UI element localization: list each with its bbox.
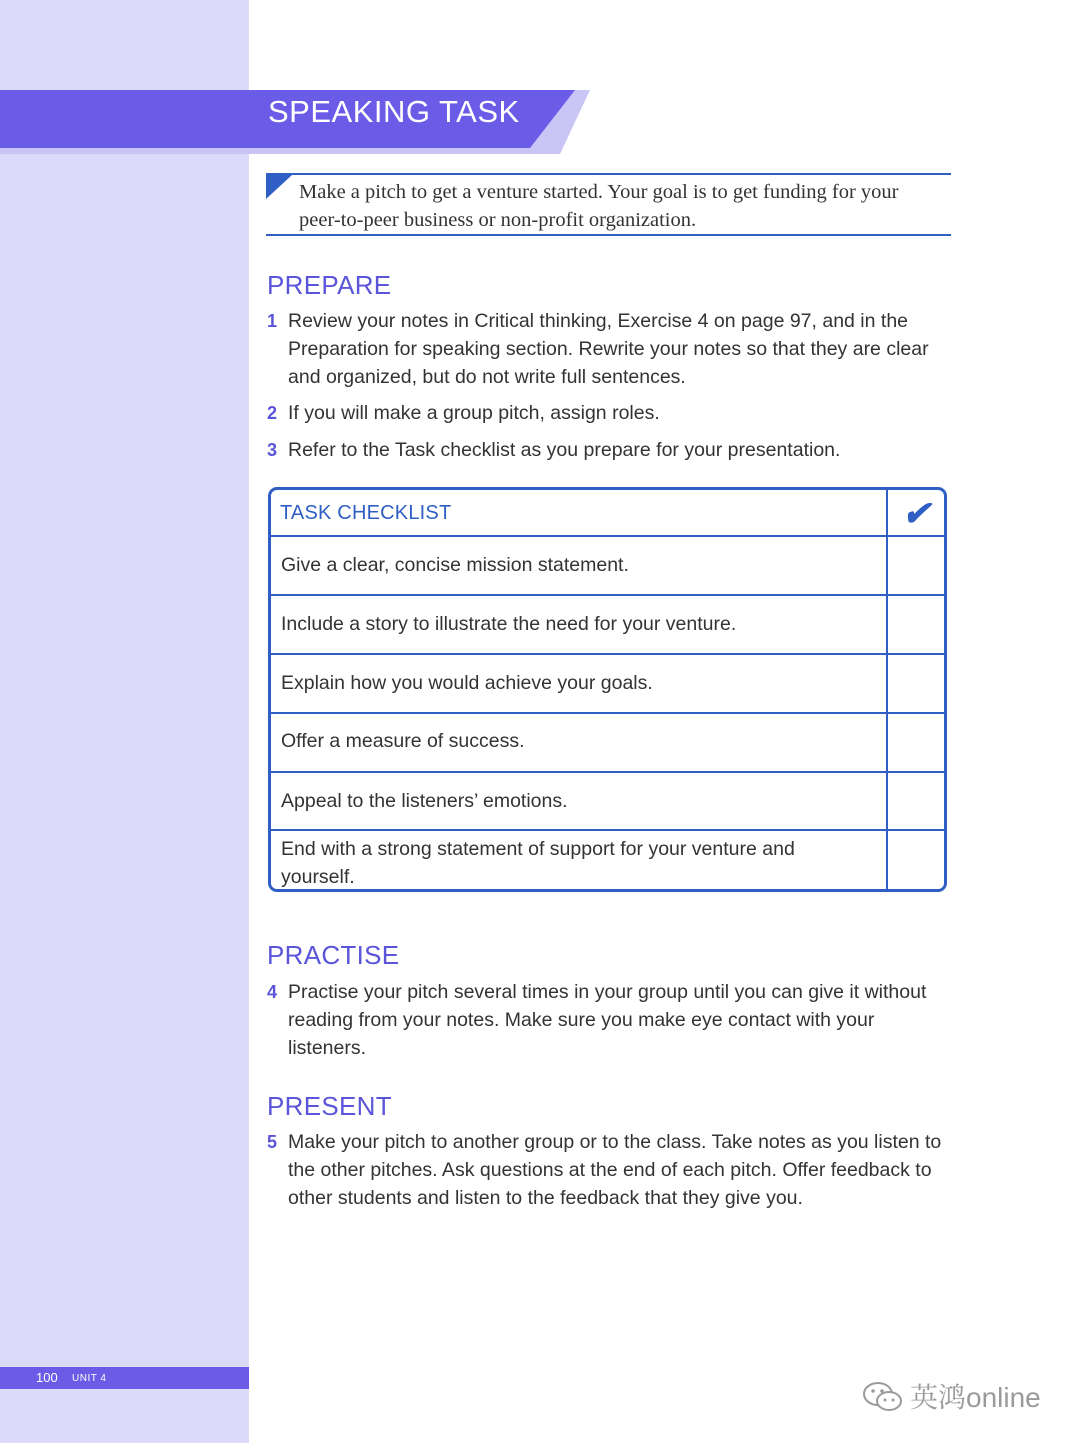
watermark-text: 英鸿online xyxy=(910,1382,1041,1413)
goal-rule-bottom xyxy=(266,234,951,236)
item-number: 2 xyxy=(267,403,278,423)
task-checklist xyxy=(268,487,947,892)
practise-item-4 xyxy=(267,978,957,1062)
item-number: 3 xyxy=(267,440,278,460)
checklist-item: Give a clear, concise mission statement. xyxy=(281,554,629,576)
item-number: 1 xyxy=(267,311,278,331)
prepare-item-1 xyxy=(267,307,957,391)
checklist-item: Offer a measure of success. xyxy=(281,730,525,752)
present-heading: PRESENT xyxy=(267,1091,392,1121)
checkmark-icon: ✔ xyxy=(902,495,931,533)
item-text: Refer to the Task checklist as you prepare for your presentation. xyxy=(288,439,841,461)
present-item-5 xyxy=(267,1128,957,1212)
item-text: Review your notes in Critical thinking, Exercise 4 on page 97, and in the Preparation for speaking section. Rewrite your notes so that they are clear and organized, but do not write full sentences. xyxy=(288,310,929,388)
checklist-item: Include a story to illustrate the need for your venture. xyxy=(281,613,737,635)
checklist-row xyxy=(271,712,944,771)
checklist-item: Explain how you would achieve your goals. xyxy=(281,672,653,694)
checklist-row xyxy=(271,771,944,829)
wechat-icon xyxy=(862,1380,904,1414)
prepare-item-2 xyxy=(267,399,957,427)
prepare-heading: PREPARE xyxy=(267,270,392,300)
sidebar-strip xyxy=(0,0,249,1443)
item-text: Make your pitch to another group or to the class. Take notes as you listen to the other pitches. Ask questions at the end of each pitch. Offer feedback to other students and listen to the feedback that they give you. xyxy=(288,1131,942,1209)
item-text: If you will make a group pitch, assign roles. xyxy=(288,402,660,424)
checklist-item: End with a strong statement of support for your venture and yourself. xyxy=(281,838,795,888)
checklist-row xyxy=(271,594,944,653)
goal-flag-icon xyxy=(266,175,292,199)
page-number: 100 xyxy=(36,1370,58,1385)
checklist-row xyxy=(271,653,944,712)
checklist-row xyxy=(271,535,944,594)
prepare-item-3 xyxy=(267,436,957,464)
checklist-item: Appeal to the listeners’ emotions. xyxy=(281,790,568,812)
item-number: 5 xyxy=(267,1132,278,1152)
page-title: SPEAKING TASK xyxy=(268,94,520,129)
checklist-row xyxy=(271,829,944,891)
item-number: 4 xyxy=(267,982,278,1002)
item-text: Practise your pitch several times in your group until you can give it without reading from your notes. Make sure you make eye contact with your listeners. xyxy=(288,981,927,1059)
unit-label: UNIT 4 xyxy=(72,1373,107,1384)
checklist-heading: TASK CHECKLIST xyxy=(280,502,452,524)
practise-heading: PRACTISE xyxy=(267,940,400,970)
goal-statement: Make a pitch to get a venture started. Your goal is to get funding for your peer-to-peer business or non-profit organization. xyxy=(299,181,899,231)
goal-rule-top xyxy=(266,173,951,175)
